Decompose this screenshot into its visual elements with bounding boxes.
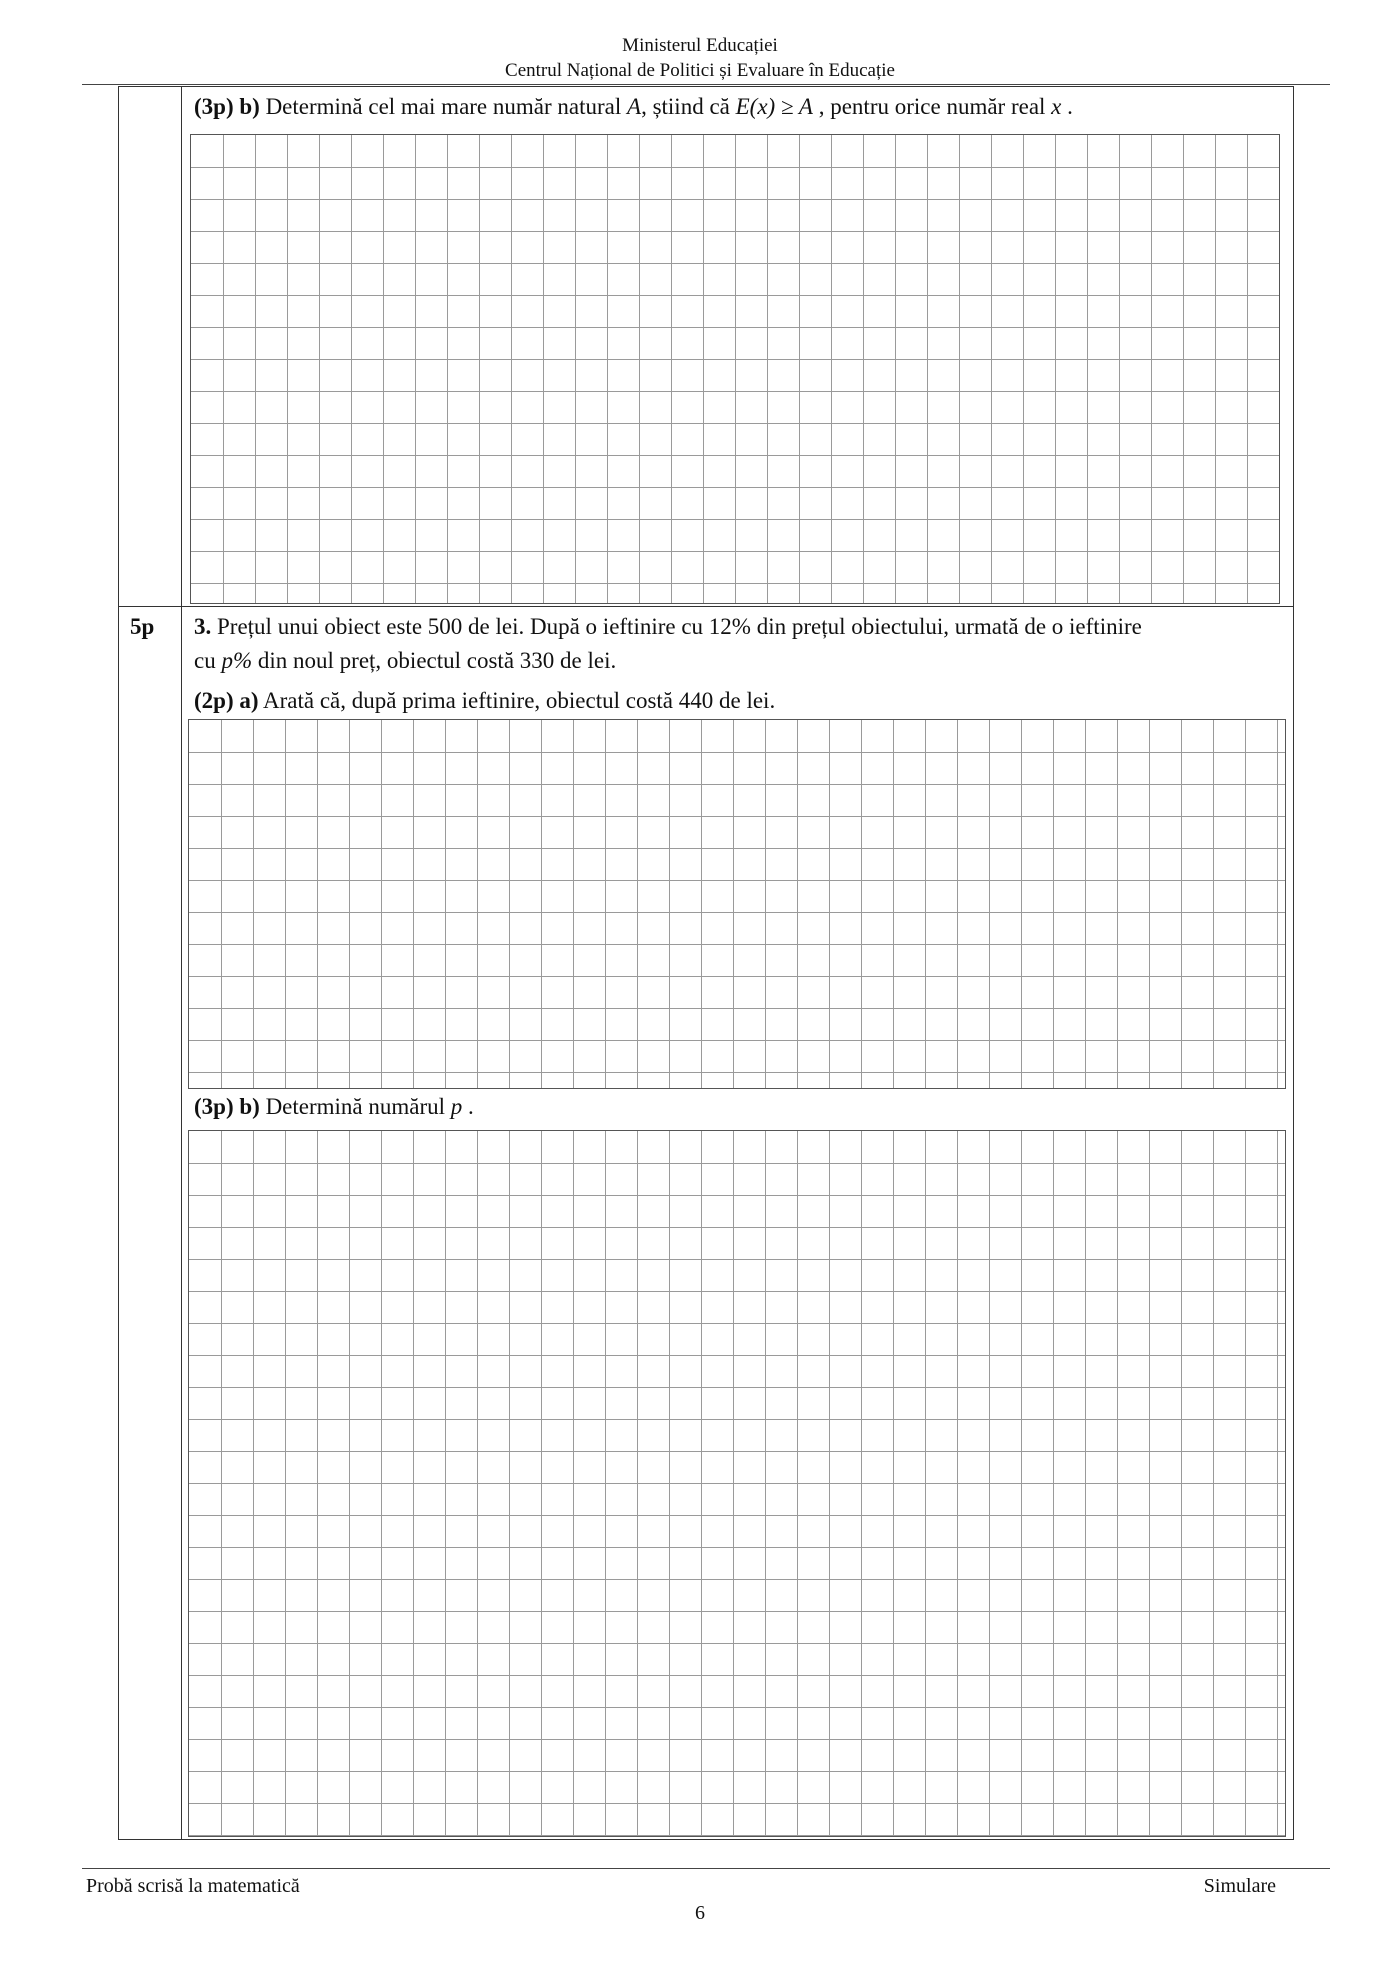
item2b-text-b: , știind că xyxy=(641,94,736,119)
header-rule xyxy=(82,84,1330,85)
item2b-expression: E(x) ≥ A xyxy=(735,94,813,119)
answer-grid-3a[interactable] xyxy=(188,719,1286,1089)
item3a-points-label: (2p) a) xyxy=(194,688,259,713)
item3-line2-b: din noul preț, obiectul costă 330 de lei. xyxy=(252,648,617,673)
item3-statement-line2 xyxy=(194,648,616,674)
item2b-statement xyxy=(194,94,1073,120)
item3-line2-a: cu xyxy=(194,648,222,673)
item2b-text-c: , pentru orice număr real xyxy=(812,94,1052,119)
table-points-divider xyxy=(181,86,182,1840)
item3a-statement xyxy=(194,688,775,714)
item2b-points-label: (3p) b) xyxy=(194,94,260,119)
item3b-text-b: . xyxy=(462,1094,474,1119)
page-number: 6 xyxy=(695,1902,705,1924)
header-ministry: Ministerul Educației xyxy=(622,35,778,56)
item3-line1-text: Prețul unui obiect este 500 de lei. După o ieftinire cu 12% din prețul obiectului, urmată de o ieftinire xyxy=(211,614,1142,639)
item2b-text-d: . xyxy=(1061,94,1073,119)
table-row-divider xyxy=(118,606,1294,607)
footer-left: Probă scrisă la matematică xyxy=(86,1875,300,1897)
footer-right: Simulare xyxy=(1203,1875,1276,1897)
item3-var-p-percent: p% xyxy=(221,648,253,673)
table-top-border xyxy=(118,86,1294,87)
header-center: Centrul Național de Politici și Evaluare în Educație xyxy=(505,60,895,81)
answer-grid-3b[interactable] xyxy=(188,1130,1286,1837)
item3b-text-a: Determină numărul xyxy=(259,1094,451,1119)
table-right-border xyxy=(1293,86,1294,1840)
item3-statement-line1 xyxy=(194,614,1142,640)
item2b-text-a: Determină cel mai mare număr natural xyxy=(259,94,628,119)
item2b-var-x: x xyxy=(1051,94,1062,119)
grid-lines xyxy=(189,720,1285,1088)
item3b-var-p: p xyxy=(450,1094,463,1119)
footer-rule xyxy=(82,1868,1330,1869)
item3a-text: Arată că, după prima ieftinire, obiectul costă 440 de lei. xyxy=(258,688,776,713)
table-bottom-border xyxy=(118,1839,1294,1840)
item2b-var-A: A xyxy=(627,94,642,119)
item3-points: 5p xyxy=(130,614,155,639)
table-left-border xyxy=(118,86,119,1840)
item3-number: 3. xyxy=(194,614,212,639)
item3b-points-label: (3p) b) xyxy=(194,1094,260,1119)
grid-lines xyxy=(191,135,1279,603)
grid-lines xyxy=(189,1131,1285,1836)
item3b-statement xyxy=(194,1094,474,1120)
answer-grid-2b[interactable] xyxy=(190,134,1280,604)
